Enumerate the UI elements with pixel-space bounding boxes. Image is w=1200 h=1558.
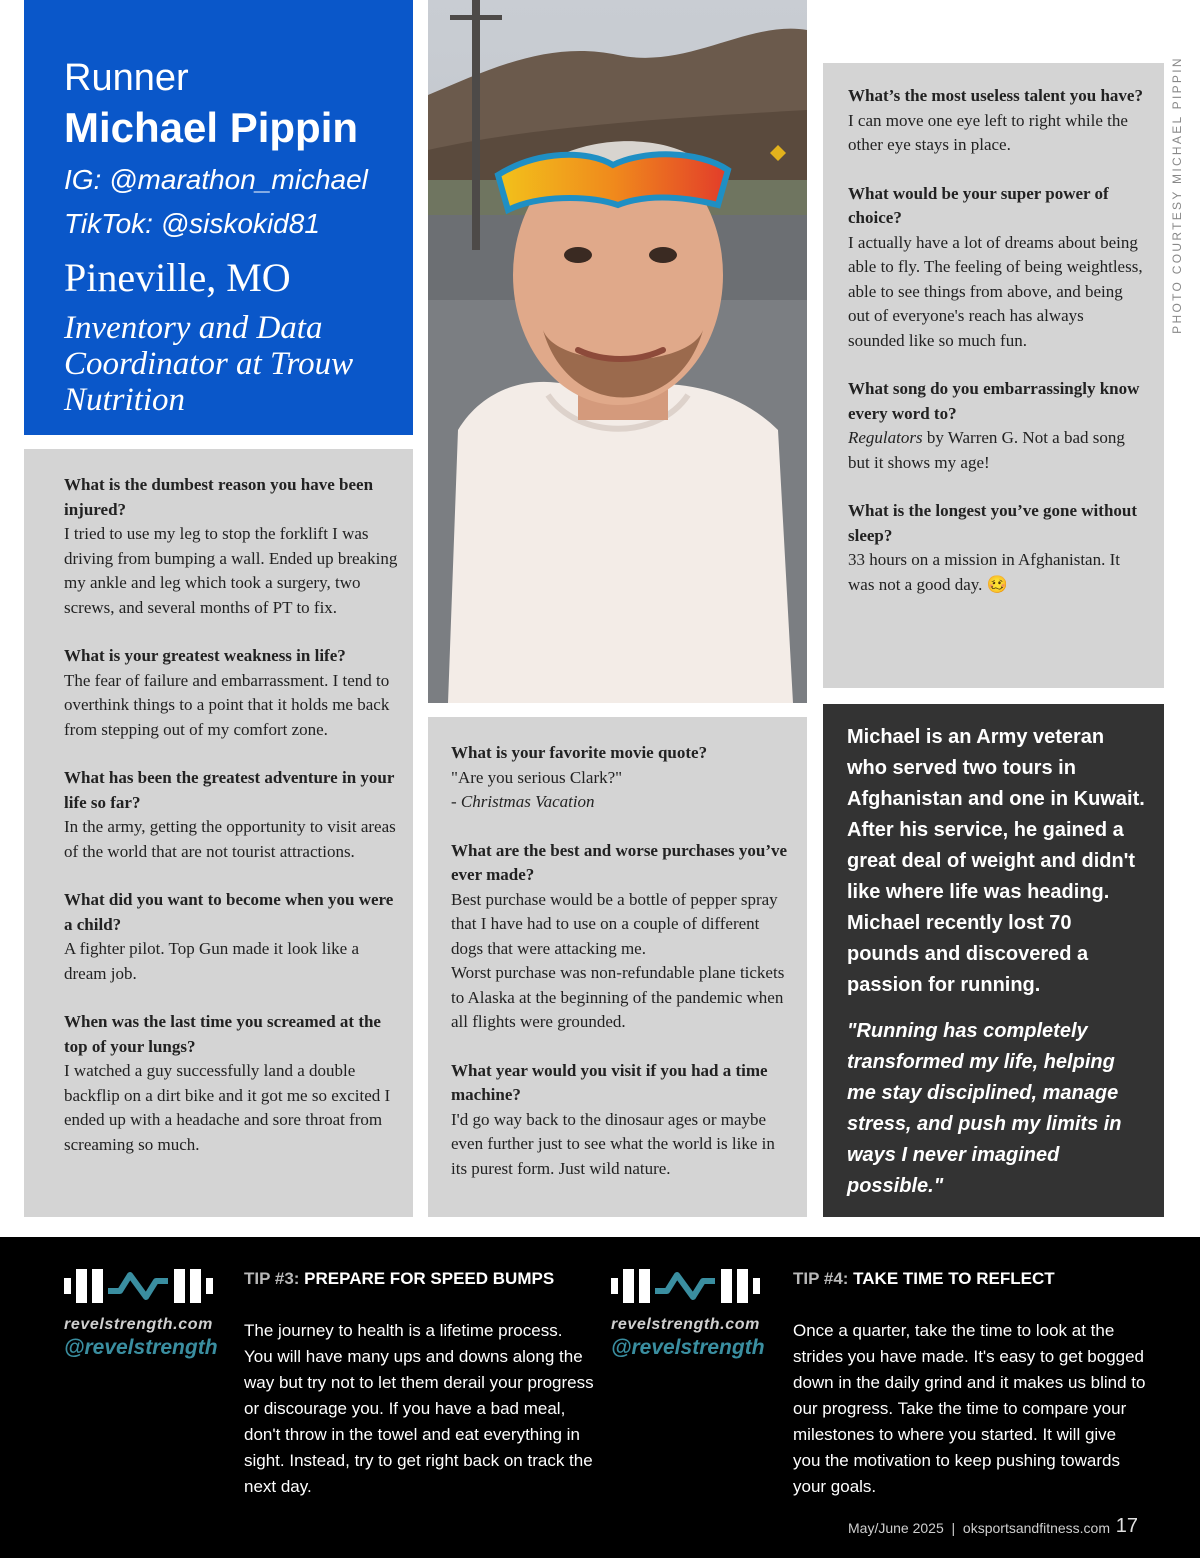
answer: [451, 766, 789, 815]
tip-3-title: PREPARE FOR SPEED BUMPS: [299, 1269, 555, 1288]
brand-block: [64, 1269, 254, 1360]
bio-quote: "Running has completely transformed my life, helping me stay disciplined, manage stress, and push my limits in ways I never imagined possible.": [847, 1020, 1122, 1197]
question: What is your favorite movie quote?: [451, 743, 708, 762]
brand-site: revelstrength.com: [611, 1316, 760, 1333]
tip-4-title: TAKE TIME TO REFLECT: [848, 1269, 1055, 1288]
question: What is the dumbest reason you have been injured?: [64, 475, 374, 519]
best-purchase: Best purchase would be a bottle of pepper spray that I have had to use on a couple of different dogs that were attacking me.: [451, 889, 778, 958]
question: When was the last time you screamed at the top of your lungs?: [64, 1012, 381, 1056]
song-title: Regulators: [848, 428, 923, 447]
question: What song do you embarrassingly know every word to?: [848, 379, 1140, 423]
revel-strength-logo-icon: [64, 1269, 216, 1303]
runner-photo: [428, 0, 807, 703]
question: What are the best and worse purchases you’ve ever made?: [451, 840, 788, 884]
question: What is the longest you’ve gone without sleep?: [848, 501, 1138, 545]
qa-box-middle: [428, 717, 807, 1217]
profile-job: Inventory and Data Coordinator at Trouw Nutrition: [64, 310, 354, 418]
song-comment: by Warren G. Not a bad song but it shows my age!: [848, 428, 1125, 472]
qa-box-right: [823, 63, 1164, 688]
brand-handle: @revelstrength: [611, 1336, 765, 1359]
profile-name: Michael Pippin: [64, 104, 359, 151]
runner-photo-illustration: [428, 0, 807, 703]
revel-strength-logo-icon: [611, 1269, 763, 1303]
tip-4-number: TIP #4:: [793, 1269, 849, 1288]
photo-credit: [1164, 56, 1190, 334]
footer-tips: [0, 1237, 1200, 1558]
brand-block: [611, 1269, 801, 1360]
woozy-face-icon: 🥴: [986, 574, 1008, 594]
brand-site: revelstrength.com: [64, 1316, 213, 1333]
answer: In the army, getting the opportunity to visit areas of the world that are not tourist attractions.: [64, 817, 396, 861]
answer: I tried to use my leg to stop the forklift I was driving from bumping a wall. Ended up breaking my ankle and leg which took a surgery, two screws, and several months of PT to fix.: [64, 524, 398, 617]
question: What has been the greatest adventure in your life so far?: [64, 768, 395, 812]
question: What’s the most useless talent you have?: [848, 86, 1143, 105]
bio-text: Michael is an Army veteran who served two tours in Afghanistan and one in Kuwait. After his service, he gained a great deal of weight and didn't like where life was heading. Michael recently lost 70 pounds and discovered a passion for running.: [847, 726, 1145, 996]
answer: A fighter pilot. Top Gun made it look like a dream job.: [64, 939, 360, 983]
answer: I watched a guy successfully land a double backflip on a dirt bike and it got me so excited I ended up with a headache and sore throat from screaming so much.: [64, 1061, 391, 1154]
worst-purchase: Worst purchase was non-refundable plane tickets to Alaska at the beginning of the pandemic when all flights were grounded.: [451, 963, 785, 1031]
question: What did you want to become when you were a child?: [64, 890, 394, 934]
movie-quote: "Are you serious Clark?": [451, 767, 623, 787]
tip-3-number: TIP #3:: [244, 1269, 300, 1288]
profile-tiktok: TikTok: @siskokid81: [64, 208, 320, 239]
profile-instagram: IG: @marathon_michael: [64, 164, 368, 195]
bio-box: [823, 704, 1164, 1217]
answer: I'd go way back to the dinosaur ages or maybe even further just to see what the world is like in its purest form. Just wild nature.: [451, 1109, 775, 1178]
answer: [451, 888, 789, 1035]
qa-box-left: [24, 449, 413, 1217]
question: What year would you visit if you had a time machine?: [451, 1060, 768, 1104]
question: What is your greatest weakness in life?: [64, 646, 346, 665]
tip-3-heading: [244, 1269, 554, 1289]
tip-3-body: The journey to health is a lifetime process. You will have many ups and downs along the way but try not to let them derail your progress or discourage you. If you have a bad meal, don't throw in the towel and eat everything in sight. Instead, try to get right back on track the next day.: [244, 1321, 594, 1496]
answer: I actually have a lot of dreams about being able to fly. The feeling of being weightless, able to see things from above, and being out of everyone's reach has always sounded like so much fun.: [848, 232, 1143, 350]
issue-info: May/June 2025 | oksportsandfitness.com: [848, 1520, 1110, 1536]
tip-4-heading: [793, 1269, 1055, 1289]
brand-handle: @revelstrength: [64, 1336, 218, 1359]
answer: [848, 426, 1144, 475]
page-number: 17: [1115, 1515, 1138, 1537]
profile-location: Pineville, MO: [64, 255, 291, 300]
answer: [848, 548, 1144, 597]
profile-role: Runner: [64, 57, 189, 99]
profile-box: [24, 0, 413, 435]
tip-4-body: Once a quarter, take the time to look at the strides you have made. It's easy to get bogged down in the daily grind and it makes us blind to our progress. Take the time to compare your milestones to where you started. It will give you the motivation to keep pushing towards your goals.: [793, 1321, 1146, 1496]
answer: I can move one eye left to right while the other eye stays in place.: [848, 110, 1128, 154]
question: What would be your super power of choice?: [848, 183, 1109, 227]
sleep-answer: 33 hours on a mission in Afghanistan. It was not a good day.: [848, 550, 1120, 594]
photo-credit-text: PHOTO COURTESY MICHAEL PIPPIN: [1170, 56, 1184, 334]
answer: The fear of failure and embarrassment. I tend to overthink things to a point that it holds me back from stepping out of my comfort zone.: [64, 670, 390, 739]
movie-source: - Christmas Vacation: [451, 792, 595, 811]
